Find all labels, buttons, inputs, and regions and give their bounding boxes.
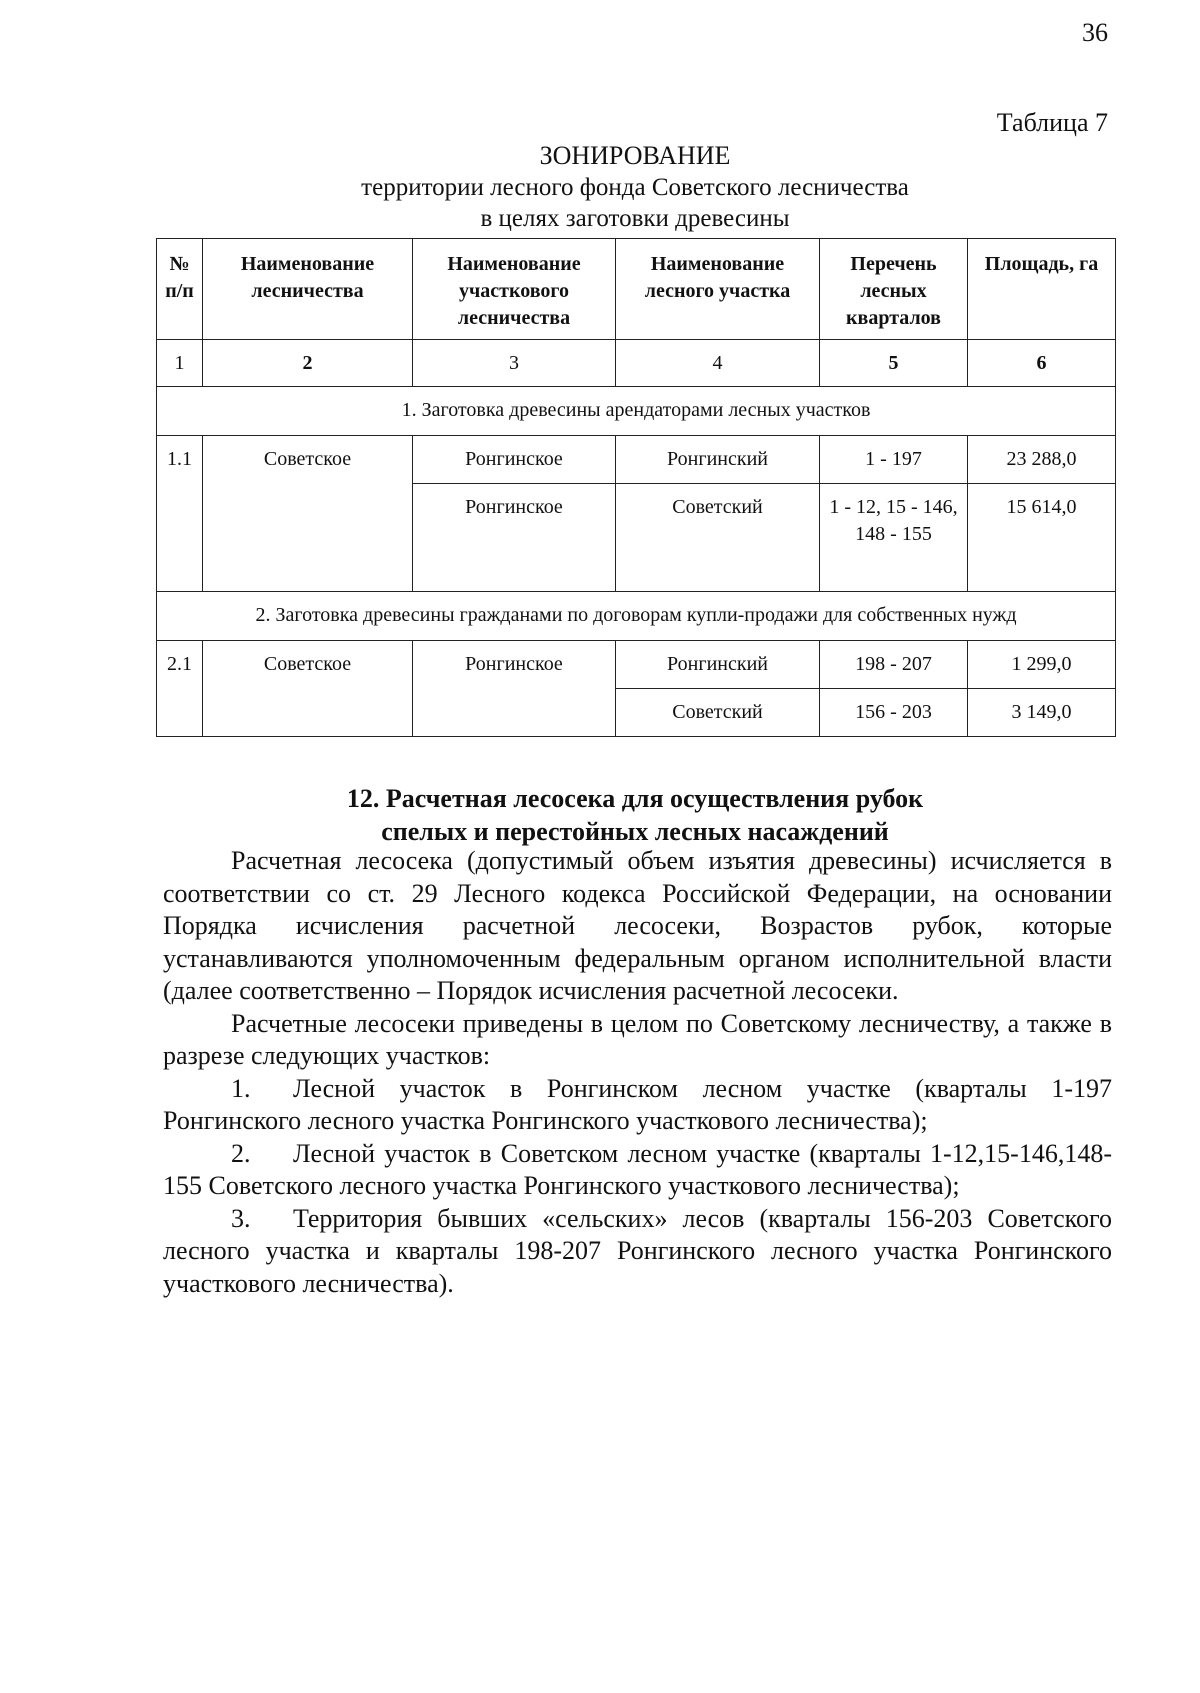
section-row: [157, 592, 1116, 641]
title-main: ЗОНИРОВАНИЕ: [539, 141, 731, 170]
header-num: № п/п: [157, 239, 203, 340]
column-number: 5: [820, 340, 968, 387]
column-number-row: [157, 340, 1116, 387]
list-item-number: 1.: [231, 1073, 251, 1103]
section-2-title: 2. Заготовка древесины гражданами по договорам купли-продажи для собственных нужд: [157, 592, 1116, 641]
header-plot: Наименование лесного участка: [616, 239, 820, 340]
title-line-3: в целях заготовки древесины: [480, 205, 790, 232]
header-district: Наименование участкового лесничества: [413, 239, 616, 340]
quarters-cell: 156 - 203: [820, 689, 968, 737]
table-header-row: [157, 239, 1116, 340]
section-heading-line-1: 12. Расчетная лесосека для осуществления рубок: [346, 784, 924, 813]
area-cell: 23 288,0: [968, 436, 1116, 484]
header-quarters: Перечень лесных кварталов: [820, 239, 968, 340]
forestry-cell: Советское: [203, 436, 413, 592]
area-cell: 15 614,0: [968, 484, 1116, 592]
list-item: [163, 1138, 1112, 1203]
district-cell: Ронгинское: [413, 484, 616, 592]
column-number: 4: [616, 340, 820, 387]
header-forestry: Наименование лесничества: [203, 239, 413, 340]
plot-cell: Советский: [616, 484, 820, 592]
list-item-text: Лесной участок в Советском лесном участке (кварталы 1-12,15-146,148-155 Советского лесного участка Ронгинского участкового лесничества);: [163, 1138, 1112, 1200]
quarters-cell: 1 - 12, 15 - 146, 148 - 155: [820, 484, 968, 592]
zoning-table: [156, 238, 1116, 737]
table-title: [155, 140, 1115, 234]
row-number: 1.1: [157, 436, 203, 592]
list-item-text: Территория бывших «сельских» лесов (кварталы 156-203 Советского лесного участка и кварталы 198-207 Ронгинского лесного участка Ронгинского участкового лесничества).: [163, 1203, 1112, 1298]
list-item-text: Лесной участок в Ронгинском лесном участке (кварталы 1-197 Ронгинского лесного участка Ронгинского участкового лесничества);: [163, 1073, 1112, 1135]
column-number: 2: [203, 340, 413, 387]
area-cell: 3 149,0: [968, 689, 1116, 737]
quarters-cell: 1 - 197: [820, 436, 968, 484]
list-item-number: 2.: [231, 1138, 251, 1168]
section-heading: [155, 782, 1115, 848]
row-number: 2.1: [157, 641, 203, 737]
section-row: [157, 387, 1116, 436]
plot-cell: Ронгинский: [616, 641, 820, 689]
district-cell: Ронгинское: [413, 641, 616, 737]
section-heading-line-2: спелых и перестойных лесных насаждений: [381, 817, 889, 846]
list-item-number: 3.: [231, 1203, 251, 1233]
area-cell: 1 299,0: [968, 641, 1116, 689]
table-caption: Таблица 7: [996, 108, 1108, 137]
plot-cell: Ронгинский: [616, 436, 820, 484]
list-item: [163, 1203, 1112, 1301]
column-number: 3: [413, 340, 616, 387]
table-row: [157, 641, 1116, 689]
page-number: 36: [1082, 18, 1108, 47]
paragraph: Расчетная лесосека (допустимый объем изъятия древесины) исчисляется в соответствии со ст. 29 Лесного кодекса Российской Федерации, на основании Порядка исчисления расчетной лесосеки, Возрастов рубок, которые устанавливаются уполномоченным федеральным органом исполнительной власти (далее соответственно – Порядок исчисления расчетной лесосеки.: [163, 846, 1112, 1005]
table-row: [157, 436, 1116, 484]
body-text: [163, 845, 1112, 1300]
paragraph: Расчетные лесосеки приведены в целом по Советскому лесничеству, а также в разрезе следующих участков:: [163, 1008, 1112, 1070]
list-item: [163, 1073, 1112, 1138]
header-area: Площадь, га: [968, 239, 1116, 340]
district-cell: Ронгинское: [413, 436, 616, 484]
title-line-2: территории лесного фонда Советского лесничества: [361, 174, 909, 201]
forestry-cell: Советское: [203, 641, 413, 737]
section-1-title: 1. Заготовка древесины арендаторами лесных участков: [157, 387, 1116, 436]
column-number: 1: [157, 340, 203, 387]
column-number: 6: [968, 340, 1116, 387]
quarters-cell: 198 - 207: [820, 641, 968, 689]
plot-cell: Советский: [616, 689, 820, 737]
